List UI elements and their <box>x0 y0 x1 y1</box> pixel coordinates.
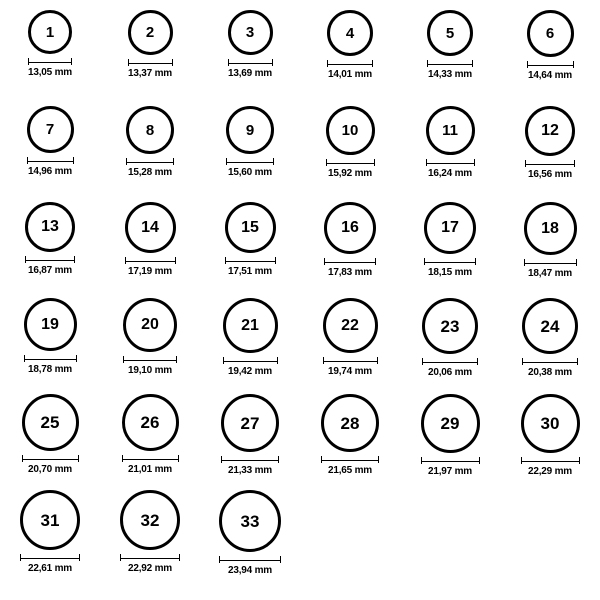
ring-size-cell[interactable] <box>500 298 600 394</box>
dimension-line-icon <box>525 160 575 167</box>
ring-size-cell[interactable] <box>100 106 200 202</box>
ring-size-number: 9 <box>245 121 255 139</box>
dimension-line-icon <box>521 457 580 464</box>
ring-size-number: 6 <box>545 25 555 42</box>
ring-circle <box>228 10 273 55</box>
ring-diameter-label: 14,33 mm <box>428 69 472 80</box>
ring-dimension <box>326 159 375 179</box>
ring-size-cell[interactable] <box>100 10 200 106</box>
ring-diameter-label: 16,24 mm <box>428 168 472 179</box>
ring-dimension <box>522 358 578 378</box>
ring-dimension <box>223 357 278 377</box>
ring-size-number: 15 <box>241 218 259 236</box>
ring-circle <box>20 490 80 550</box>
ring-dimension <box>426 159 475 179</box>
ring-size-number: 19 <box>41 315 59 333</box>
dimension-line-icon <box>125 257 176 264</box>
ring-size-number: 5 <box>445 24 455 42</box>
ring-size-number: 11 <box>442 122 458 139</box>
ring-circle <box>226 106 274 154</box>
ring-dimension <box>323 357 378 377</box>
ring-circle <box>22 394 79 451</box>
ring-size-cell[interactable] <box>200 394 300 490</box>
ring-size-cell[interactable] <box>300 106 400 202</box>
ring-size-cell[interactable] <box>200 202 300 298</box>
ring-size-cell[interactable] <box>500 394 600 490</box>
ring-dimension <box>524 259 577 279</box>
ring-circle <box>424 202 476 254</box>
ring-size-number: 3 <box>245 24 255 41</box>
ring-dimension <box>527 61 574 81</box>
ring-circle <box>327 10 373 56</box>
ring-size-number: 31 <box>40 510 60 530</box>
dimension-line-icon <box>27 157 74 164</box>
dimension-line-icon <box>327 60 373 67</box>
ring-circle <box>24 298 77 351</box>
ring-circle <box>524 202 577 255</box>
ring-size-cell[interactable] <box>0 106 100 202</box>
ring-diameter-label: 20,38 mm <box>528 367 572 378</box>
ring-size-cell[interactable] <box>300 202 400 298</box>
dimension-line-icon <box>326 159 375 166</box>
ring-diameter-label: 14,01 mm <box>328 69 372 80</box>
ring-circle <box>421 394 480 453</box>
dimension-line-icon <box>128 59 173 66</box>
ring-circle <box>324 202 376 254</box>
dimension-line-icon <box>524 259 577 266</box>
ring-size-number: 10 <box>341 122 359 139</box>
dimension-line-icon <box>22 455 79 462</box>
dimension-line-icon <box>426 159 475 166</box>
ring-dimension <box>225 257 276 277</box>
ring-size-number: 8 <box>145 121 155 139</box>
ring-size-cell[interactable] <box>0 202 100 298</box>
ring-size-number: 20 <box>141 316 159 333</box>
ring-circle <box>323 298 378 353</box>
ring-diameter-label: 19,10 mm <box>128 365 172 376</box>
ring-diameter-label: 17,51 mm <box>228 266 272 277</box>
ring-size-cell[interactable] <box>400 106 500 202</box>
ring-dimension <box>219 556 281 576</box>
ring-circle <box>225 202 276 253</box>
ring-size-cell[interactable] <box>0 10 100 106</box>
ring-dimension <box>421 457 480 477</box>
ring-size-number: 13 <box>41 218 59 235</box>
ring-diameter-label: 23,94 mm <box>228 565 272 576</box>
ring-dimension <box>126 158 174 178</box>
dimension-line-icon <box>421 457 480 464</box>
ring-dimension <box>28 58 72 78</box>
ring-size-cell[interactable] <box>500 106 600 202</box>
ring-size-cell[interactable] <box>200 106 300 202</box>
ring-diameter-label: 15,60 mm <box>228 167 272 178</box>
ring-size-number: 23 <box>440 316 460 336</box>
ring-diameter-label: 21,33 mm <box>228 465 272 476</box>
ring-size-cell[interactable] <box>0 394 100 490</box>
dimension-line-icon <box>527 61 574 68</box>
ring-size-cell[interactable] <box>100 394 200 490</box>
ring-circle <box>219 490 281 552</box>
ring-size-cell[interactable] <box>500 202 600 298</box>
ring-dimension <box>424 258 476 278</box>
ring-size-number: 24 <box>540 316 560 336</box>
ring-size-cell[interactable] <box>300 394 400 490</box>
ring-size-cell[interactable] <box>100 298 200 394</box>
ring-diameter-label: 14,64 mm <box>528 70 572 81</box>
ring-diameter-label: 20,06 mm <box>428 367 472 378</box>
ring-dimension <box>120 554 180 574</box>
ring-diameter-label: 13,37 mm <box>128 68 172 79</box>
ring-circle <box>522 298 578 354</box>
dimension-line-icon <box>223 357 278 364</box>
dimension-line-icon <box>225 257 276 264</box>
dimension-line-icon <box>221 456 279 463</box>
ring-circle <box>120 490 180 550</box>
dimension-line-icon <box>123 356 177 363</box>
ring-dimension <box>122 455 179 475</box>
ring-diameter-label: 16,56 mm <box>528 169 572 180</box>
ring-diameter-label: 22,29 mm <box>528 466 572 477</box>
ring-diameter-label: 15,28 mm <box>128 167 172 178</box>
ring-size-cell[interactable] <box>400 10 500 106</box>
ring-size-cell[interactable] <box>400 298 500 394</box>
ring-size-cell[interactable] <box>0 490 100 586</box>
dimension-line-icon <box>20 554 80 561</box>
ring-diameter-label: 18,47 mm <box>528 268 572 279</box>
ring-dimension <box>128 59 173 79</box>
ring-size-cell[interactable] <box>400 202 500 298</box>
ring-size-number: 16 <box>341 219 359 236</box>
ring-diameter-label: 19,74 mm <box>328 366 372 377</box>
ring-size-number: 26 <box>140 413 160 432</box>
ring-size-number: 17 <box>441 219 459 236</box>
ring-circle <box>527 10 574 57</box>
ring-size-number: 30 <box>540 414 560 433</box>
ring-size-number: 32 <box>140 510 160 530</box>
dimension-line-icon <box>24 355 77 362</box>
ring-circle <box>427 10 473 56</box>
ring-size-cell[interactable] <box>200 298 300 394</box>
ring-size-number: 27 <box>240 413 260 433</box>
ring-dimension <box>27 157 74 177</box>
ring-dimension <box>525 160 575 180</box>
ring-dimension <box>321 456 379 476</box>
dimension-line-icon <box>323 357 378 364</box>
ring-diameter-label: 21,01 mm <box>128 464 172 475</box>
ring-circle <box>221 394 279 452</box>
ring-size-cell[interactable] <box>300 298 400 394</box>
ring-diameter-label: 21,97 mm <box>428 466 472 477</box>
ring-size-number: 33 <box>240 511 260 531</box>
ring-diameter-label: 18,78 mm <box>28 364 72 375</box>
ring-circle <box>321 394 379 452</box>
ring-size-number: 12 <box>541 122 559 139</box>
ring-circle <box>125 202 176 253</box>
ring-dimension <box>123 356 177 376</box>
ring-diameter-label: 13,05 mm <box>28 67 72 78</box>
ring-size-number: 7 <box>45 121 55 138</box>
dimension-line-icon <box>422 358 478 365</box>
ring-diameter-label: 21,65 mm <box>328 465 372 476</box>
ring-size-cell[interactable] <box>0 298 100 394</box>
dimension-line-icon <box>424 258 476 265</box>
ring-circle <box>422 298 478 354</box>
ring-dimension <box>25 256 75 276</box>
ring-dimension <box>226 158 274 178</box>
dimension-line-icon <box>28 58 72 65</box>
dimension-line-icon <box>228 59 273 66</box>
ring-circle <box>223 298 278 353</box>
ring-diameter-label: 16,87 mm <box>28 265 72 276</box>
dimension-line-icon <box>324 258 376 265</box>
ring-circle <box>122 394 179 451</box>
ring-circle <box>126 106 174 154</box>
ring-dimension <box>427 60 473 80</box>
dimension-line-icon <box>522 358 578 365</box>
dimension-line-icon <box>427 60 473 67</box>
ring-circle <box>27 106 74 153</box>
ring-dimension <box>24 355 77 375</box>
ring-size-number: 21 <box>241 316 259 334</box>
dimension-line-icon <box>122 455 179 462</box>
ring-circle <box>326 106 375 155</box>
ring-dimension <box>521 457 580 477</box>
ring-size-cell[interactable] <box>200 10 300 106</box>
ring-size-number: 4 <box>345 24 355 42</box>
ring-size-number: 18 <box>541 219 559 237</box>
ring-diameter-label: 18,15 mm <box>428 267 472 278</box>
ring-dimension <box>422 358 478 378</box>
ring-size-cell[interactable] <box>100 202 200 298</box>
ring-circle <box>525 106 575 156</box>
ring-diameter-label: 22,92 mm <box>128 563 172 574</box>
ring-dimension <box>125 257 176 277</box>
dimension-line-icon <box>120 554 180 561</box>
ring-circle <box>123 298 177 352</box>
ring-size-number: 28 <box>340 413 360 433</box>
ring-circle <box>521 394 580 453</box>
ring-dimension <box>20 554 80 574</box>
ring-diameter-label: 22,61 mm <box>28 563 72 574</box>
ring-circle <box>28 10 72 54</box>
ring-size-number: 14 <box>141 218 159 236</box>
ring-circle <box>426 106 475 155</box>
dimension-line-icon <box>321 456 379 463</box>
ring-diameter-label: 13,69 mm <box>228 68 272 79</box>
ring-size-number: 1 <box>45 23 55 41</box>
ring-diameter-label: 17,19 mm <box>128 266 172 277</box>
ring-size-cell[interactable] <box>500 10 600 106</box>
ring-size-cell[interactable] <box>200 490 300 586</box>
ring-circle <box>25 202 75 252</box>
ring-diameter-label: 20,70 mm <box>28 464 72 475</box>
ring-dimension <box>327 60 373 80</box>
ring-dimension <box>22 455 79 475</box>
ring-size-cell[interactable] <box>400 394 500 490</box>
ring-size-cell[interactable] <box>100 490 200 586</box>
ring-size-number: 22 <box>341 316 359 334</box>
dimension-line-icon <box>226 158 274 165</box>
dimension-line-icon <box>219 556 281 563</box>
ring-size-number: 29 <box>440 414 460 433</box>
ring-diameter-label: 17,83 mm <box>328 267 372 278</box>
ring-dimension <box>228 59 273 79</box>
ring-diameter-label: 15,92 mm <box>328 168 372 179</box>
ring-dimension <box>221 456 279 476</box>
ring-circle <box>128 10 173 55</box>
dimension-line-icon <box>126 158 174 165</box>
dimension-line-icon <box>25 256 75 263</box>
ring-size-number: 25 <box>40 413 60 432</box>
ring-dimension <box>324 258 376 278</box>
ring-diameter-label: 14,96 mm <box>28 166 72 177</box>
ring-size-cell[interactable] <box>300 10 400 106</box>
ring-size-number: 2 <box>145 24 155 41</box>
ring-diameter-label: 19,42 mm <box>228 366 272 377</box>
